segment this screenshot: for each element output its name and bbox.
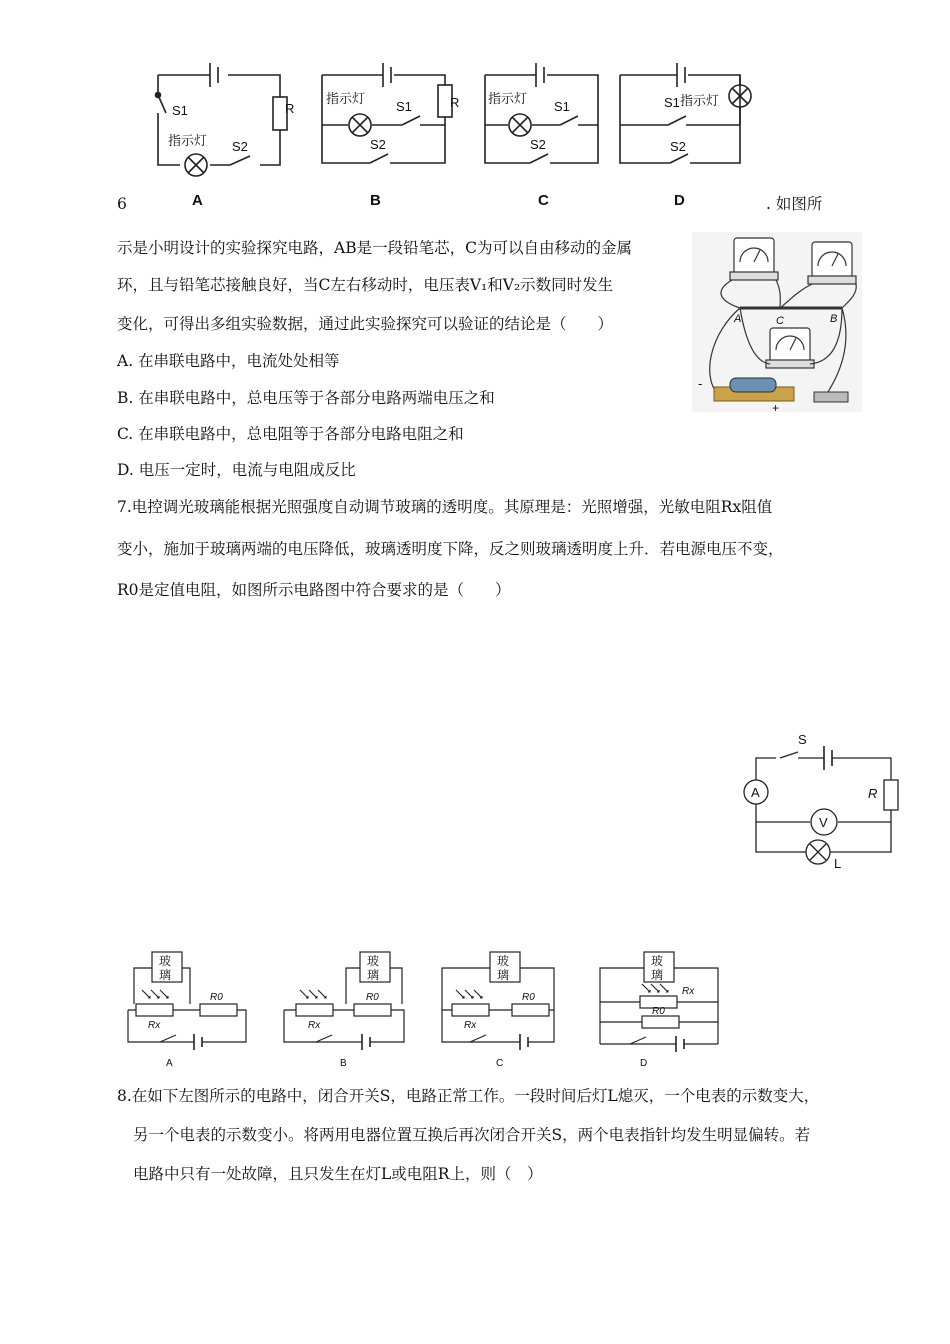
- q7-label-a: A: [166, 1058, 173, 1069]
- fig-d-s2: S2: [670, 139, 686, 154]
- q6-number: 6: [117, 195, 127, 213]
- q7-b-glass-bottom: 璃: [367, 968, 380, 982]
- switch: [814, 392, 848, 402]
- point-a: A: [734, 313, 742, 325]
- q7-a-rx: Rx: [148, 1020, 161, 1031]
- voltmeter-v: [766, 328, 814, 368]
- q7-option-figures: [120, 948, 730, 1070]
- q7-figure-b: [284, 952, 404, 1050]
- q6-stem-line-1: 示是小明设计的实验探究电路，AB是一段铅笔芯，C为可以自由移动的金属: [117, 239, 632, 257]
- q7-b-r0: R0: [366, 992, 379, 1003]
- fig-a-r: R: [285, 101, 295, 116]
- fig-d-lamp-label: 指示灯: [680, 94, 720, 109]
- q8-switch-s: S: [798, 732, 807, 747]
- fig-a-s2: S2: [232, 139, 248, 154]
- q6-apparatus-figure: [692, 232, 862, 412]
- q6-option-b: B. 在串联电路中，总电压等于各部分电路两端电压之和: [117, 389, 495, 407]
- fig-a-s1: S1: [172, 103, 188, 118]
- fig-a-lamp-label: 指示灯: [168, 134, 208, 149]
- point-b: B: [830, 313, 838, 325]
- q7-line-1: 7.电控调光玻璃能根据光照强度自动调节玻璃的透明度。其原理是：光照增强，光敏电阻Rx阻值: [117, 498, 773, 516]
- fig-label-a: A: [192, 192, 203, 209]
- q7-c-glass-bottom: 璃: [497, 968, 510, 982]
- q7-label-b: B: [340, 1058, 347, 1069]
- point-c: C: [776, 315, 784, 327]
- q7-a-glass-top: 玻: [159, 954, 172, 968]
- fig-c-lamp-label: 指示灯: [488, 92, 528, 107]
- q7-a-glass-bottom: 璃: [159, 968, 172, 982]
- q8-ammeter-a: A: [751, 785, 760, 800]
- fig-label-b: B: [370, 192, 381, 209]
- q8-circuit-figure: [736, 730, 906, 870]
- q7-c-glass-top: 玻: [497, 954, 510, 968]
- voltmeter-v2: [808, 242, 856, 284]
- q8-line-2: 另一个电表的示数变小。将两用电器位置互换后再次闭合开关S，两个电表指针均发生明显偏转。若: [133, 1126, 811, 1144]
- q7-label-c: C: [496, 1058, 504, 1069]
- q8-voltmeter-v: V: [819, 815, 828, 830]
- q7-b-glass-top: 玻: [367, 954, 380, 968]
- q7-c-r0: R0: [522, 992, 535, 1003]
- q6-figure-b: [322, 63, 452, 163]
- q7-line-2: 变小，施加于玻璃两端的电压降低，玻璃透明度下降，反之则玻璃透明度上升．若电源电压不变，: [117, 540, 784, 558]
- q7-b-rx: Rx: [308, 1020, 321, 1031]
- q6-stem-line-2: 环，且与铅笔芯接触良好，当C左右移动时，电压表V₁和V₂示数同时发生: [117, 276, 614, 294]
- q7-d-rx: Rx: [682, 986, 695, 997]
- q6-option-d: D. 电压一定时，电流与电阻成反比: [117, 461, 356, 479]
- q7-figure-a: [128, 952, 246, 1050]
- q6-option-a: A. 在串联电路中，电流处处相等: [117, 352, 340, 370]
- fig-b-r: R: [450, 95, 460, 110]
- fig-c-s2: S2: [530, 137, 546, 152]
- battery-minus: -: [698, 376, 703, 391]
- q8-lamp-l: L: [834, 856, 842, 870]
- q7-d-glass-bottom: 璃: [651, 968, 664, 982]
- voltmeter-v1: [730, 238, 778, 280]
- fig-label-d: D: [674, 192, 685, 209]
- q6-stem-line-3: 变化，可得出多组实验数据，通过此实验探究可以验证的结论是（ ）: [117, 315, 614, 333]
- fig-b-s2: S2: [370, 137, 386, 152]
- q6-figure-a: [156, 63, 288, 176]
- q7-line-3: R0是定值电阻，如图所示电路图中符合要求的是（ ）: [117, 581, 511, 599]
- q7-a-r0: R0: [210, 992, 223, 1003]
- q8-resistor-r: R: [868, 786, 878, 801]
- q6-option-c: C. 在串联电路中，总电阻等于各部分电路电阻之和: [117, 425, 464, 443]
- q8-line-1: 8.在如下左图所示的电路中，闭合开关S，电路正常工作。一段时间后灯L熄灭，一个电表的示数变大，: [117, 1087, 820, 1105]
- fig-label-c: C: [538, 192, 549, 209]
- fig-c-s1: S1: [554, 99, 570, 114]
- battery-plus: +: [772, 401, 780, 412]
- fig-d-s1: S1: [664, 95, 680, 110]
- q7-label-d: D: [640, 1058, 648, 1069]
- q7-d-glass-top: 玻: [651, 954, 664, 968]
- q7-c-rx: Rx: [464, 1020, 477, 1031]
- q8-line-3: 电路中只有一处故障，且只发生在灯L或电阻R上，则（ ）: [133, 1165, 543, 1183]
- fig-b-s1: S1: [396, 99, 412, 114]
- fig-b-lamp-label: 指示灯: [326, 92, 366, 107]
- q6-top-circuits: [140, 55, 780, 215]
- q7-d-r0: R0: [652, 1006, 665, 1017]
- q6-lead-tail: . 如图所: [766, 195, 823, 213]
